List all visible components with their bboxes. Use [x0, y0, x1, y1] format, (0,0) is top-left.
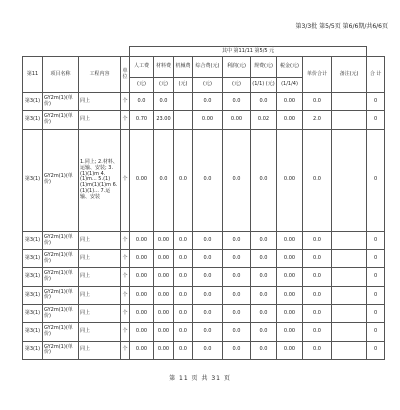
table-cell: 0.0: [303, 305, 332, 323]
table-cell: 个: [121, 250, 130, 268]
table-cell: 0: [367, 93, 385, 111]
table-cell: 0: [367, 129, 385, 231]
table-cell: 0.00: [277, 231, 303, 249]
table-cell: 个: [121, 93, 130, 111]
table-cell: GY2m(1)(单价): [43, 250, 79, 268]
table-cell: [332, 231, 367, 249]
table-cell: 0.0: [174, 250, 193, 268]
table-cell: 0.00: [223, 111, 251, 129]
table-row: [23, 323, 385, 341]
table-cell: 0.0: [303, 231, 332, 249]
table-cell: 0: [367, 341, 385, 359]
table-cell: 0.0: [223, 323, 251, 341]
column-header: 利润(元): [223, 57, 251, 78]
table-cell: 0.0: [193, 231, 223, 249]
column-header: 综合费(元): [193, 57, 223, 78]
table-cell: 0.00: [130, 129, 154, 231]
table-cell: [332, 111, 367, 129]
table-cell: 0.70: [130, 111, 154, 129]
table-cell: 0.0: [251, 286, 277, 304]
table-cell: 0.00: [130, 286, 154, 304]
table-cell: [332, 129, 367, 231]
table-cell: 0.0: [154, 129, 174, 231]
table-cell: 个: [121, 231, 130, 249]
table-row: [23, 341, 385, 359]
table-cell: 0.00: [154, 231, 174, 249]
table-group-header-row: [23, 47, 385, 57]
table-cell: 0.0: [174, 129, 193, 231]
table-cell: 0.0: [223, 93, 251, 111]
table-cell: 0.00: [154, 341, 174, 359]
table-cell: 0.0: [193, 93, 223, 111]
column-header: 合 计: [367, 57, 385, 93]
table-row: [23, 231, 385, 249]
table-cell: 同上: [79, 93, 121, 111]
page-footer: 第 11 页 共 31 页: [169, 375, 231, 382]
table-cell: 0.0: [303, 129, 332, 231]
table-cell: 第3(1): [23, 129, 43, 231]
table-cell: 0.0: [174, 268, 193, 286]
table-cell: 0: [367, 111, 385, 129]
table-cell: 0.0: [193, 323, 223, 341]
table-cell: [332, 305, 367, 323]
table-cell: 同上: [79, 111, 121, 129]
page-header: 第3/3批 第5/5页 第6/6期/共6/6页: [295, 23, 388, 30]
table-cell: 第3(1): [23, 286, 43, 304]
table-cell: 0.0: [251, 305, 277, 323]
table-header-top-row: [23, 57, 385, 78]
table-cell: 0.0: [174, 305, 193, 323]
blank-corner: [367, 47, 385, 57]
table-cell: 个: [121, 305, 130, 323]
table-cell: 同上: [79, 250, 121, 268]
table-cell: 0.0: [303, 250, 332, 268]
column-header: 单位: [121, 57, 130, 93]
column-header: 第11: [23, 57, 43, 93]
table-cell: 第3(1): [23, 323, 43, 341]
table-cell: 0.0: [223, 286, 251, 304]
table-cell: 0.0: [303, 268, 332, 286]
column-subheader: (1/1) (元): [251, 78, 277, 93]
table-row: [23, 93, 385, 111]
table-cell: 0.02: [251, 111, 277, 129]
table-cell: 0.00: [154, 250, 174, 268]
column-header: 机械费: [174, 57, 193, 78]
table-cell: 0.0: [223, 250, 251, 268]
table-cell: 0: [367, 323, 385, 341]
table-cell: 同上: [79, 286, 121, 304]
table-cell: GY2m(1)(单价): [43, 111, 79, 129]
table-cell: 同上: [79, 305, 121, 323]
table-cell: [332, 250, 367, 268]
table-cell: 第3(1): [23, 268, 43, 286]
column-header: 工程内容: [79, 57, 121, 93]
table-cell: 0.0: [303, 323, 332, 341]
table-cell: 第3(1): [23, 93, 43, 111]
table-cell: 0: [367, 286, 385, 304]
table-cell: 0.0: [223, 129, 251, 231]
column-subheader: (1/1/4): [277, 78, 303, 93]
table-cell: 0.00: [277, 250, 303, 268]
table-cell: 0.0: [193, 268, 223, 286]
table-cell: 0.0: [251, 250, 277, 268]
table-cell: GY2m(1)(单价): [43, 129, 79, 231]
table-cell: 23.00: [154, 111, 174, 129]
table-cell: 0.0: [223, 268, 251, 286]
table-row: [23, 268, 385, 286]
table-cell: 同上: [79, 268, 121, 286]
table-cell: 0.0: [251, 341, 277, 359]
table-cell: [174, 93, 193, 111]
column-subheader: (元): [193, 78, 223, 93]
table-cell: 0.0: [154, 93, 174, 111]
table-cell: 0.0: [223, 305, 251, 323]
table-cell: 1.同上; 2.材料、运输、安装; 3.(1)(1)m 4.(1)m... 5.(1)(1)m(1)(1)m 6.(1)(1)... 7.运输、安装: [79, 129, 121, 231]
table-cell: 0.0: [193, 305, 223, 323]
column-subheader: (元): [223, 78, 251, 93]
column-subheader: (元): [154, 78, 174, 93]
table-cell: 0.00: [277, 341, 303, 359]
table-cell: 0.0: [174, 323, 193, 341]
table-body: [23, 93, 385, 360]
table-cell: 0.00: [130, 250, 154, 268]
table-cell: [332, 268, 367, 286]
table-cell: 0.0: [251, 323, 277, 341]
table-cell: 第3(1): [23, 305, 43, 323]
column-header: 单价合计: [303, 57, 332, 93]
table-cell: 0.0: [174, 286, 193, 304]
table-cell: [332, 323, 367, 341]
table-cell: 0.0: [174, 231, 193, 249]
table-cell: 0.0: [193, 286, 223, 304]
table-cell: 0.00: [277, 111, 303, 129]
table-cell: 个: [121, 286, 130, 304]
table-cell: 0: [367, 250, 385, 268]
table-cell: 0.0: [303, 93, 332, 111]
column-header: 规费(元): [251, 57, 277, 78]
table-row: [23, 305, 385, 323]
table-row: [23, 250, 385, 268]
table-cell: 0: [367, 305, 385, 323]
table-cell: GY2m(1)(单价): [43, 231, 79, 249]
table-cell: 0.00: [277, 323, 303, 341]
table-cell: GY2m(1)(单价): [43, 93, 79, 111]
table-cell: 2.0: [303, 111, 332, 129]
column-header: 项目名称: [43, 57, 79, 93]
table-cell: GY2m(1)(单价): [43, 341, 79, 359]
table-cell: 0.0: [223, 231, 251, 249]
table-cell: 0.00: [130, 341, 154, 359]
table-cell: 0.00: [277, 268, 303, 286]
table-cell: 0.00: [277, 286, 303, 304]
column-header: 人工费: [130, 57, 154, 78]
table-cell: 同上: [79, 323, 121, 341]
table-cell: 0.00: [277, 129, 303, 231]
column-subheader: (元): [174, 78, 193, 93]
table-cell: GY2m(1)(单价): [43, 286, 79, 304]
column-subheader: (元): [130, 78, 154, 93]
table-cell: 个: [121, 129, 130, 231]
table-cell: 0.00: [154, 268, 174, 286]
column-header: 材料费: [154, 57, 174, 78]
table-cell: 第3(1): [23, 111, 43, 129]
table-cell: 0.00: [154, 323, 174, 341]
table-cell: 0: [367, 268, 385, 286]
table-cell: 0.00: [130, 231, 154, 249]
table-cell: 个: [121, 341, 130, 359]
table-cell: 0.0: [251, 93, 277, 111]
table-cell: 0.0: [303, 341, 332, 359]
table-cell: 0.0: [251, 231, 277, 249]
table-cell: 个: [121, 268, 130, 286]
table-row: [23, 111, 385, 129]
table-cell: 0.0: [174, 341, 193, 359]
table-cell: 0.0: [130, 93, 154, 111]
table-cell: 0.0: [251, 129, 277, 231]
table-cell: 0.0: [303, 286, 332, 304]
table-cell: 第3(1): [23, 231, 43, 249]
table-cell: 第3(1): [23, 250, 43, 268]
table-cell: 0.0: [193, 250, 223, 268]
table-cell: 0.00: [277, 93, 303, 111]
table-cell: 个: [121, 323, 130, 341]
table-cell: 个: [121, 111, 130, 129]
table-cell: 0.00: [130, 323, 154, 341]
table-cell: 0: [367, 231, 385, 249]
group-header: 其中 第11/11 第5/5 元: [130, 47, 367, 57]
table-cell: [332, 286, 367, 304]
table-cell: 同上: [79, 231, 121, 249]
table-cell: [332, 341, 367, 359]
table-cell: 0.0: [193, 341, 223, 359]
table-cell: 0.00: [154, 286, 174, 304]
table-cell: 0.00: [154, 305, 174, 323]
column-header: 税金(元): [277, 57, 303, 78]
table-row: [23, 129, 385, 231]
table-cell: 0.0: [251, 268, 277, 286]
table-cell: 0.00: [277, 305, 303, 323]
table-cell: GY2m(1)(单价): [43, 305, 79, 323]
table-cell: 0.00: [130, 268, 154, 286]
table-cell: GY2m(1)(单价): [43, 268, 79, 286]
table-cell: 第3(1): [23, 341, 43, 359]
table-cell: 同上: [79, 341, 121, 359]
table-cell: 0.00: [130, 305, 154, 323]
blank-corner: [23, 47, 130, 57]
table-cell: 0.00: [193, 111, 223, 129]
table-cell: 0.0: [193, 129, 223, 231]
table-cell: 0.0: [223, 341, 251, 359]
table-cell: GY2m(1)(单价): [43, 323, 79, 341]
column-header: 备注(元): [332, 57, 367, 93]
table-cell: [332, 93, 367, 111]
table-cell: [174, 111, 193, 129]
quota-table: [22, 46, 385, 360]
table-row: [23, 286, 385, 304]
